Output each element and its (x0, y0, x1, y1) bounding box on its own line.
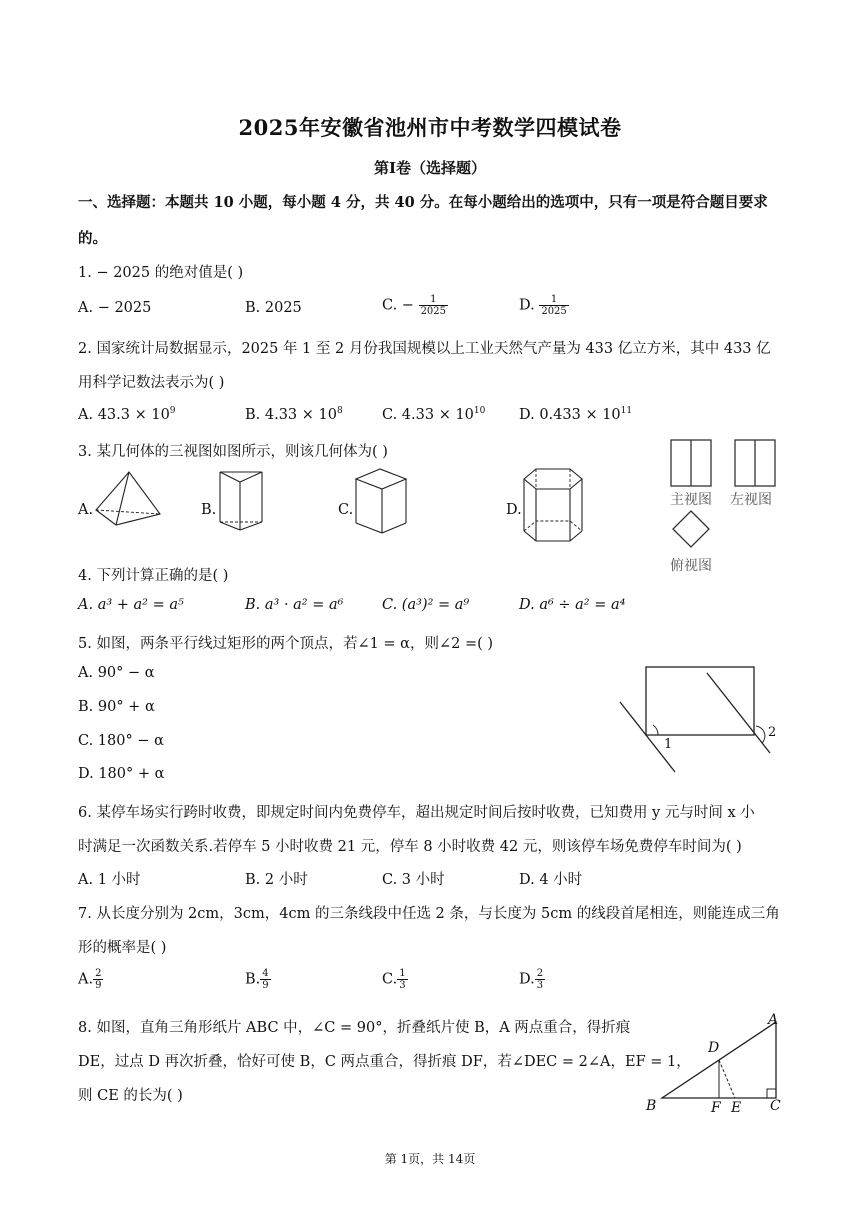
fraction-denominator: 3 (536, 980, 544, 991)
question-5-option-d: D. 180° + α (78, 766, 165, 782)
fraction-numerator: 1 (399, 968, 406, 979)
fraction-denominator: 9 (262, 980, 269, 991)
fraction (419, 294, 448, 317)
section-heading-line2: 的。 (78, 230, 107, 247)
question-8-line3: 则 CE 的长为( ) (78, 1088, 183, 1104)
fraction-numerator: 1 (419, 294, 448, 306)
fraction-numerator: 2 (536, 968, 544, 979)
question-7-option-d (519, 968, 545, 991)
question-6-option-c: C. 3 小时 (382, 872, 445, 888)
hexagonal-prism-figure (520, 467, 586, 547)
question-4-option-d: D. a⁶ ÷ a² = a⁴ (519, 597, 626, 613)
fraction-numerator: 2 (95, 968, 102, 979)
option-text: D. 0.433 × 10 (519, 406, 621, 423)
question-6-option-b: B. 2 小时 (245, 872, 308, 888)
question-3-stem: 3. 某几何体的三视图如图所示，则该几何体为( ) (78, 444, 388, 460)
fraction-denominator: 3 (399, 980, 406, 991)
exponent: 10 (473, 406, 486, 416)
point-d-label: D (708, 1040, 720, 1056)
fraction (260, 968, 270, 991)
option-prefix: D. (519, 971, 535, 988)
question-6-line2: 时满足一次函数关系.若停车 5 小时收费 21 元，停车 8 小时收费 42 元，则该停车场免费停车时间为( ) (78, 839, 742, 855)
question-3-option-d: D. (506, 502, 522, 518)
option-prefix: A. (78, 971, 94, 988)
exponent: 8 (336, 406, 343, 416)
question-5-option-b: B. 90° + α (78, 699, 155, 715)
question-1-option-d (519, 294, 569, 317)
question-3-option-b: B. (201, 502, 217, 518)
option-c-prefix: C. − (382, 297, 414, 314)
top-view-label: 俯视图 (670, 558, 712, 574)
question-3-option-a: A. (78, 502, 94, 518)
question-2-line1: 2. 国家统计局数据显示，2025 年 1 至 2 月份我国规模以上工业天然气产量为 433 亿立方米，其中 433 亿 (78, 341, 771, 357)
section-heading-line1: 一、选择题：本题共 10 小题，每小题 4 分，共 40 分。在每小题给出的选项中，只有一项是符合题目要求 (78, 194, 768, 211)
exponent: 9 (169, 406, 176, 416)
option-text: B. 4.33 × 10 (245, 406, 337, 423)
front-view-label: 主视图 (670, 492, 712, 508)
pyramid-figure (94, 470, 164, 530)
question-4-option-a: A. a³ + a² = a⁵ (78, 597, 184, 613)
question-5-option-c: C. 180° − α (78, 733, 164, 749)
question-6-option-a: A. 1 小时 (78, 872, 141, 888)
point-e-label: E (731, 1100, 742, 1116)
fraction-denominator: 9 (95, 980, 102, 991)
exponent: 11 (620, 406, 633, 416)
question-5-stem: 5. 如图，两条平行线过矩形的两个顶点，若∠1 = α，则∠2 =( ) (78, 636, 494, 652)
option-prefix: B. (245, 971, 261, 988)
point-b-label: B (646, 1098, 657, 1114)
question-2-option-b (245, 406, 343, 423)
question-2-option-c (382, 406, 485, 423)
angle-1-label: 1 (664, 737, 673, 752)
question-8-line2: DE，过点 D 再次折叠，恰好可使 B，C 两点重合，得折痕 DF，若∠DEC = 2∠A，EF = 1， (78, 1054, 691, 1070)
question-2-line2: 用科学记数法表示为( ) (78, 375, 225, 391)
part-title: 第Ⅰ卷（选择题） (373, 159, 487, 177)
page-footer: 第 1页，共 14页 (384, 1152, 476, 1166)
option-d-prefix: D. (519, 297, 535, 314)
point-f-label: F (711, 1100, 721, 1116)
question-1-stem: 1. − 2025 的绝对值是( ) (78, 265, 244, 281)
question-7-line1: 7. 从长度分别为 2cm，3cm，4cm 的三条线段中任选 2 条，与长度为 5cm 的线段首尾相连，则能连成三角 (78, 906, 780, 922)
fraction (397, 968, 407, 991)
option-prefix: C. (382, 971, 398, 988)
page-title: 2025年安徽省池州市中考数学四模试卷 (238, 115, 622, 140)
question-3-option-c: C. (338, 502, 354, 518)
question-4-option-b: B. a³ · a² = a⁶ (245, 597, 344, 613)
rectangle-parallel-lines-figure (612, 660, 792, 775)
option-text: C. 4.33 × 10 (382, 406, 474, 423)
cuboid-figure (352, 467, 410, 537)
fraction (93, 968, 103, 991)
left-view-label: 左视图 (730, 492, 772, 508)
question-7-option-b (245, 968, 271, 991)
point-c-label: C (770, 1098, 781, 1114)
question-7-line2: 形的概率是( ) (78, 940, 167, 956)
question-1-option-b: B. 2025 (245, 300, 302, 316)
question-4-option-c: C. (a³)² = a⁹ (382, 597, 470, 613)
question-7-option-a (78, 968, 103, 991)
point-a-label: A (768, 1012, 779, 1028)
question-1-option-a: A. − 2025 (78, 300, 152, 316)
option-text: A. 43.3 × 10 (78, 406, 170, 423)
question-6-option-d: D. 4 小时 (519, 872, 583, 888)
triangular-prism-figure (216, 470, 266, 532)
question-2-option-d (519, 406, 632, 423)
fraction-numerator: 1 (539, 294, 568, 306)
fraction (535, 968, 545, 991)
question-7-option-c (382, 968, 408, 991)
fraction-numerator: 4 (262, 968, 269, 979)
fraction (539, 294, 568, 317)
fraction-denominator: 2025 (420, 306, 447, 317)
question-1-option-c (382, 294, 448, 317)
question-5-option-a: A. 90° − α (78, 665, 155, 681)
question-8-line1: 8. 如图，直角三角形纸片 ABC 中，∠C = 90°，折叠纸片使 B，A 两点重合，得折痕 (78, 1020, 631, 1036)
question-2-option-a (78, 406, 176, 423)
question-4-stem: 4. 下列计算正确的是( ) (78, 568, 229, 584)
question-6-line1: 6. 某停车场实行跨时收费，即规定时间内免费停车，超出规定时间后按时收费，已知费用 y 元与时间 x 小 (78, 805, 755, 821)
fraction-denominator: 2025 (541, 306, 567, 317)
angle-2-label: 2 (768, 725, 777, 740)
